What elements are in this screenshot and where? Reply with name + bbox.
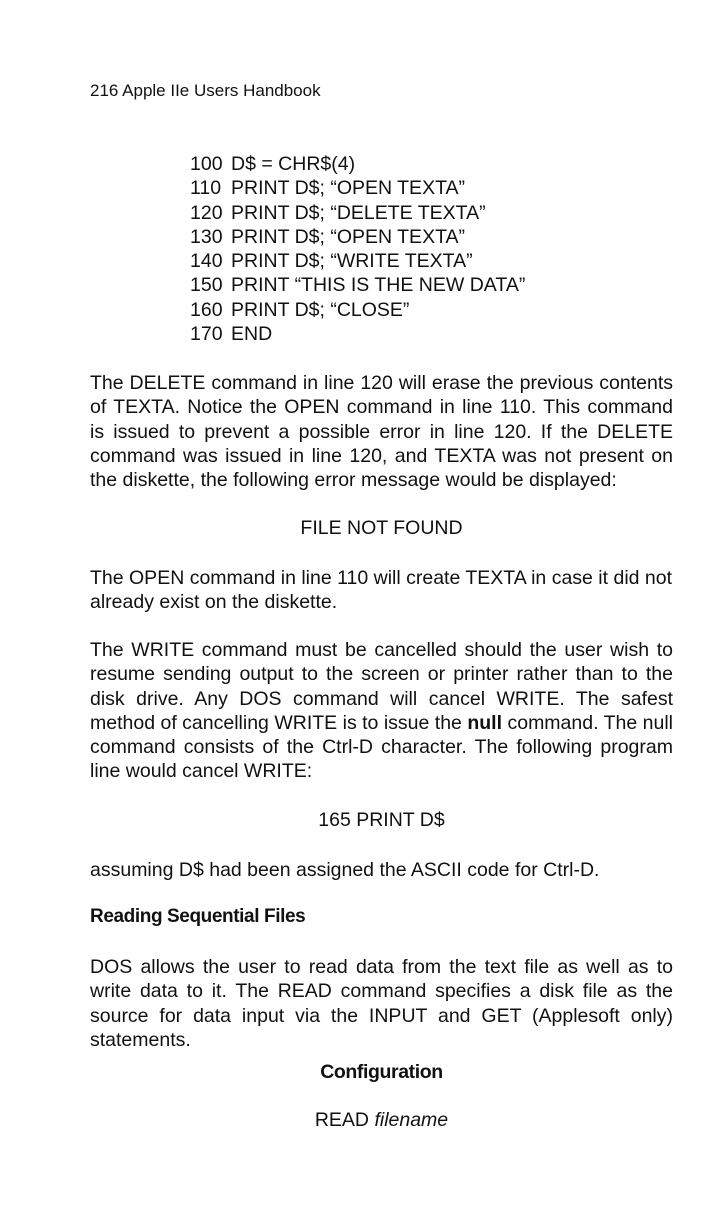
code-text: PRINT D$; “DELETE TEXTA”	[231, 201, 486, 224]
line-number: 170	[190, 323, 223, 346]
null-keyword: null	[467, 711, 503, 734]
code-line	[190, 298, 660, 322]
paragraph-write-text-end: command. The null command consists of the Ctrl-D character. The following program line would cancel WRITE:	[90, 711, 673, 783]
running-head: 216 Apple IIe Users Handbook	[90, 81, 321, 100]
code-listing	[190, 152, 660, 346]
paragraph-delete: The DELETE command in line 120 will erase the previous contents of TEXTA. Notice the OPEN command in line 110. This command is issued to prevent a possible error in line 120. If the DELETE command was issued in line 120, and TEXTA was not present on the diskette, the following error message would be displayed:	[90, 372, 673, 492]
code-line	[190, 225, 660, 249]
code-text: PRINT D$; “WRITE TEXTA”	[231, 250, 473, 273]
code-text: PRINT “THIS IS THE NEW DATA”	[231, 274, 526, 297]
paragraph-write	[90, 638, 673, 784]
code-text: END	[231, 323, 273, 346]
syntax-command: READ	[314, 1109, 370, 1131]
line-number: 130	[190, 225, 223, 248]
line-number: 160	[190, 298, 223, 321]
code-line	[190, 273, 660, 297]
line-number: 110	[190, 177, 222, 200]
line-number: 140	[190, 250, 223, 273]
code-text: D$ = CHR$(4)	[231, 153, 356, 175]
code-line	[190, 322, 660, 346]
line-number: 150	[190, 274, 223, 297]
code-text: PRINT D$; “OPEN TEXTA”	[231, 177, 466, 200]
paragraph-open: The OPEN command in line 110 will create TEXTA in case it did not already exist on the diskette.	[90, 567, 673, 614]
paragraph-write-text: The WRITE command must be cancelled should the user wish to resume sending output to the screen or printer rather than to the disk drive. Any DOS command will cancel WRITE. The safest method of cancelling WRITE is to issue the	[90, 639, 673, 734]
paragraph-assuming: assuming D$ had been assigned the ASCII code for Ctrl-D.	[90, 859, 600, 881]
syntax-line	[90, 1108, 673, 1132]
paragraph-dos: DOS allows the user to read data from the text file as well as to write data to it. The READ command specifies a disk file as the source for data input via the INPUT and GET (Applesoft only) statements.	[90, 956, 673, 1051]
code-line	[190, 176, 660, 200]
code-line	[190, 249, 660, 273]
syntax-argument: filename	[374, 1109, 449, 1131]
configuration-label: Configuration	[320, 1061, 443, 1083]
code-line	[190, 152, 660, 176]
code-example: 165 PRINT D$	[318, 809, 445, 831]
code-text: PRINT D$; “OPEN TEXTA”	[231, 225, 466, 248]
code-text: PRINT D$; “CLOSE”	[231, 298, 410, 321]
error-message: FILE NOT FOUND	[300, 517, 463, 539]
section-heading: Reading Sequential Files	[90, 906, 306, 927]
line-number: 120	[190, 201, 223, 224]
code-line	[190, 201, 660, 225]
line-number: 100	[190, 153, 223, 175]
